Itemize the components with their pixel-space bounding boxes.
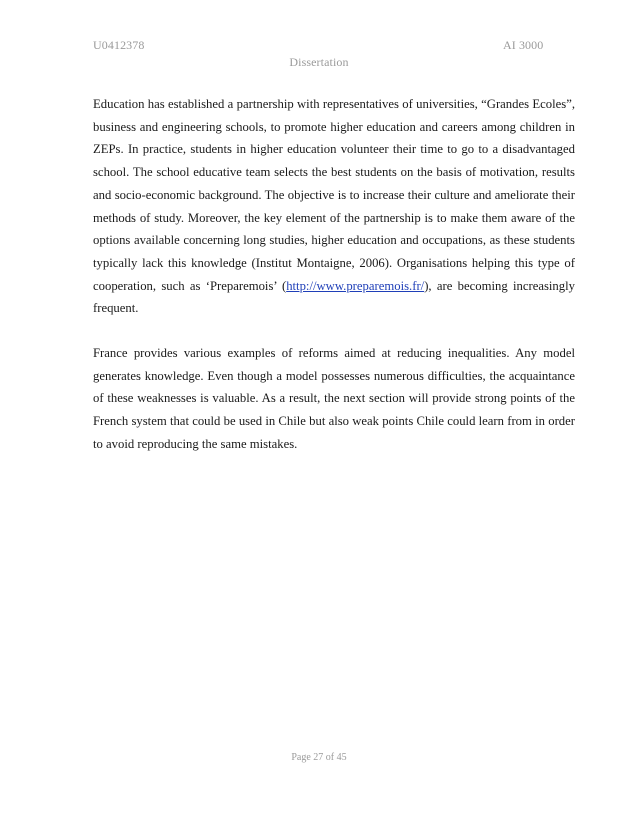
- paragraph-text: ), are becoming increasingly frequent.: [93, 278, 575, 316]
- header-student-id: U0412378: [93, 38, 145, 52]
- paragraph-text: Education has established a partnership with representatives of universities, “Grandes Ecoles”, business and engineering schools, to promote higher education and careers among children in ZEPs. In practice, students in higher education volunteer their time to go to a disadvantaged school. The school educative team selects the best students on the basis of motivation, results and socio-economic background. The objective is to increase their culture and ameliorate their methods of study. Moreover, the key element of the partnership is to make them aware of the options available concerning long studies, higher education and occupations, as these students typically lack this knowledge (Institut Montaigne, 2006). Organisations helping this type of cooperation, such as ‘Preparemois’ (: [93, 97, 575, 293]
- page-number: Page 27 of 45: [291, 752, 347, 763]
- header-document-title: Dissertation: [289, 55, 349, 69]
- header-course-code: AI 3000: [503, 38, 544, 52]
- paragraph-partnership: [93, 93, 575, 320]
- preparemois-link[interactable]: http://www.preparemois.fr/: [286, 278, 425, 293]
- paragraph-reforms: France provides various examples of reforms aimed at reducing inequalities. Any model generates knowledge. Even though a model possesses numerous difficulties, the acquaintance of these weaknesses is valuable. As a result, the next section will provide strong points of the French system that could be used in Chile but also weak points Chile could learn from in order to avoid reproducing the same mistakes.: [93, 346, 575, 451]
